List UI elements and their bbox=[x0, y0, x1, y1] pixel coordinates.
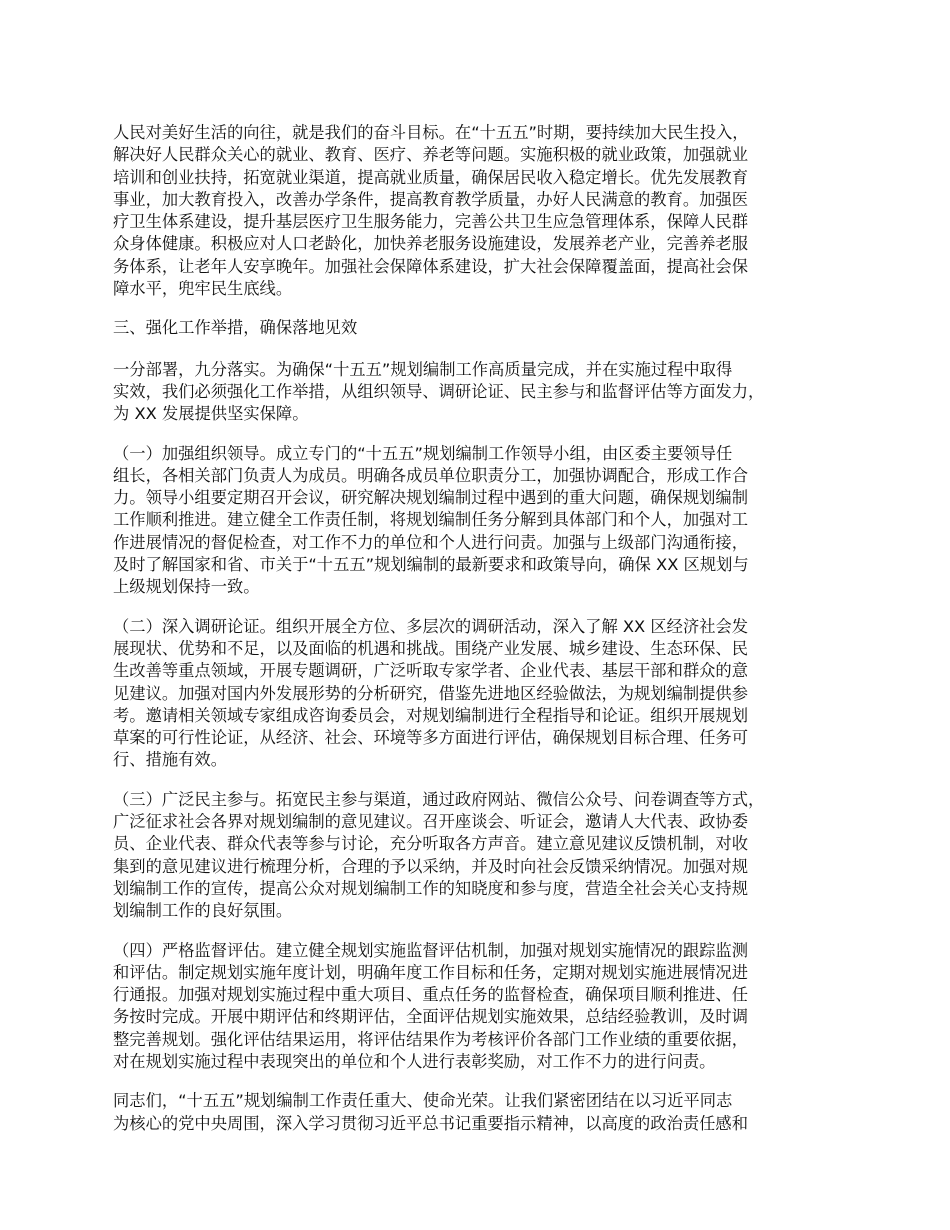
paragraph-research-demonstration: （二）深入调研论证。组织开展全方位、多层次的调研活动，深入了解 XX 区经济社会发 展现状、优势和不足，以及面临的机遇和挑战。围绕产业发展、城乡建设、生态环保、民 生改善等重点领域，开展专题调研，广泛听取专家学者、企业代表、基层干部和群众的意 见建议。加强对国内外发展形势的分析研究，借鉴先进地区经验做法，为规划编制提供参 考。邀请相关领域专家组成咨询委员会，对规划编制进行全程指导和论证。组织开展规划 草案的可行性论证，从经济、社会、环境等多方面进行评估，确保规划目标合理、任务可 行、措施有效。 bbox=[113, 616, 749, 770]
paragraph-supervision-evaluation: （四）严格监督评估。建立健全规划实施监督评估机制，加强对规划实施情况的跟踪监测 和评估。制定规划实施年度计划，明确年度工作目标和任务，定期对规划实施进展情况进 行通报。加强对规划实施过程中重大项目、重点任务的监督检查，确保项目顺利推进、任 务按时完成。开展中期评估和终期评估，全面评估规划实施效果，总结经验教训，及时调 整完善规划。强化评估结果运用，将评估结果作为考核评价各部门工作业绩的重要依据， 对在规划实施过程中表现突出的单位和个人进行表彰奖励，对工作不力的进行问责。 bbox=[113, 940, 748, 1071]
paragraph-livelihood: 人民对美好生活的向往，就是我们的奋斗目标。在“十五五”时期，要持续加大民生投入， 解决好人民群众关心的就业、教育、医疗、养老等问题。实施积极的就业政策，加强就业 培训和创业扶持，拓宽就业渠道，提高就业质量，确保居民收入稳定增长。优先发展教育 事业，加大教育投入，改善办学条件，提高教育教学质量，办好人民满意的教育。加强医 疗卫生体系建设，提升基层医疗卫生服务能力，完善公共卫生应急管理体系，保障人民群 众身体健康。积极应对人口老龄化，加快养老服务设施建设，发展养老产业，完善养老服 务体系，让老年人安享晚年。加强社会保障体系建设，扩大社会保障覆盖面，提高社会保 障水平，兜牢民生底线。 bbox=[113, 123, 749, 299]
paragraph-intro-measures: 一分部署，九分落实。为确保“十五五”规划编制工作高质量完成，并在实施过程中取得 实效，我们必须强化工作举措，从组织领导、调研论证、民主参与和监督评估等方面发力， 为 XX 发展提供坚实保障。 bbox=[113, 359, 765, 424]
document-page bbox=[113, 122, 858, 1152]
section-heading: 三、强化工作举措，确保落地见效 bbox=[113, 318, 358, 338]
paragraph-democratic-participation: （三）广泛民主参与。拓宽民主参与渠道，通过政府网站、微信公众号、问卷调查等方式， 广泛征求社会各界对规划编制的意见建议。召开座谈会、听证会，邀请人大代表、政协委 员、企业代表、群众代表等参与讨论，充分听取各方声音。建立意见建议反馈机制，对收 集到的意见建议进行梳理分析，合理的予以采纳，并及时向社会反馈采纳情况。加强对规 划编制工作的宣传，提高公众对规划编制工作的知晓度和参与度，营造全社会关心支持规 划编制工作的良好氛围。 bbox=[113, 789, 765, 921]
paragraph-organization-leadership: （一）加强组织领导。成立专门的“十五五”规划编制工作领导小组，由区委主要领导任 组长，各相关部门负责人为成员。明确各成员单位职责分工，加强协调配合，形成工作合 力。领导小组要定期召开会议，研究解决规划编制过程中遇到的重大问题，确保规划编制 工作顺利推进。建立健全工作责任制，将规划编制任务分解到具体部门和个人，加强对工 作进展情况的督促检查，对工作不力的单位和个人进行问责。加强与上级部门沟通衔接， 及时了解国家和省、市关于“十五五”规划编制的最新要求和政策导向，确保 XX 区规划与 上级规划保持一致。 bbox=[113, 443, 749, 597]
paragraph-closing: 同志们，“十五五”规划编制工作责任重大、使命光荣。让我们紧密团结在以习近平同志 为核心的党中央周围，深入学习贯彻习近平总书记重要指示精神，以高度的政治责任感和 bbox=[113, 1091, 748, 1133]
